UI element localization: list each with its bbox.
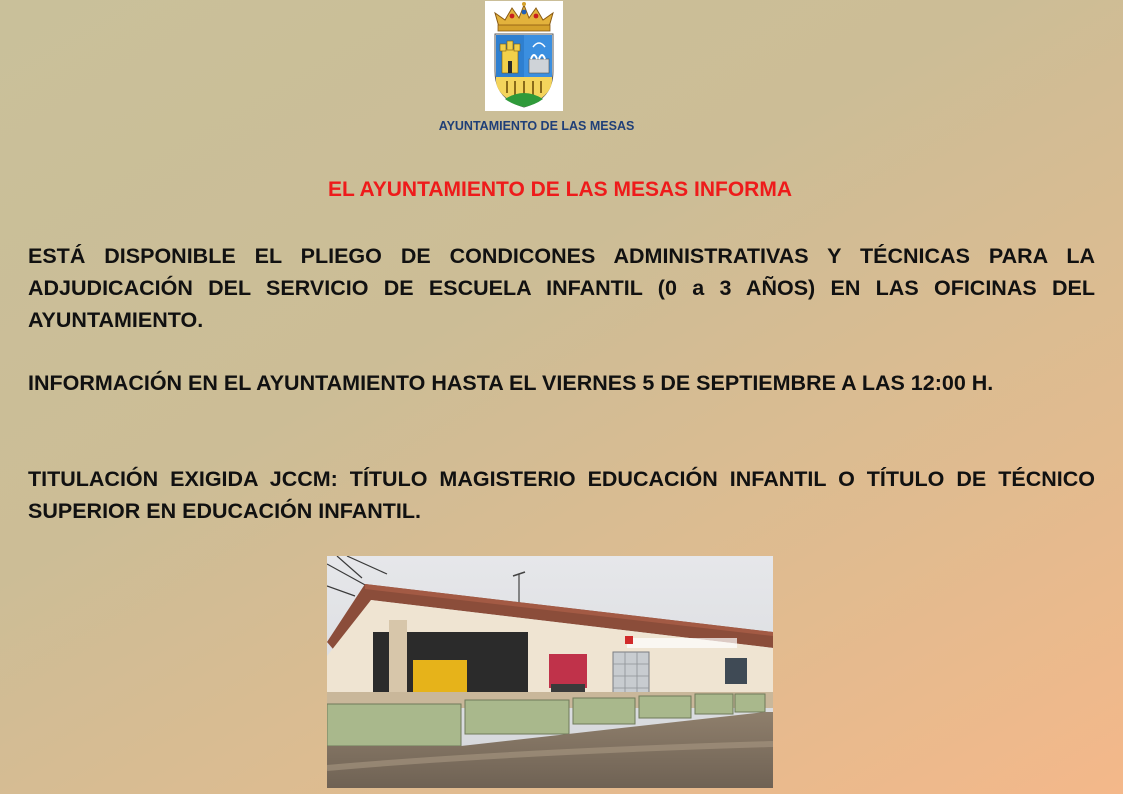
organization-name: AYUNTAMIENTO DE LAS MESAS	[438, 119, 635, 133]
notice-paragraph-availability: ESTÁ DISPONIBLE EL PLIEGO DE CONDICONES ADMINISTRATIVAS Y TÉCNICAS PARA LA ADJUDICACIÓN DEL SERVICIO DE ESCUELA INFANTIL (0 a 3 AÑOS) EN LAS OFICINAS DEL AYUNTAMIENTO.	[28, 244, 1095, 332]
municipal-logo	[485, 1, 563, 111]
notice-paragraph-deadline: INFORMACIÓN EN EL AYUNTAMIENTO HASTA EL VIERNES 5 DE SEPTIEMBRE A LAS 12:00 H.	[28, 371, 994, 395]
coat-of-arms-icon	[485, 1, 563, 111]
notice-heading: EL AYUNTAMIENTO DE LAS MESAS INFORMA	[328, 178, 792, 201]
notice-paragraph-qualification: TITULACIÓN EXIGIDA JCCM: TÍTULO MAGISTERIO EDUCACIÓN INFANTIL O TÍTULO DE TÉCNICO SUPERIOR EN EDUCACIÓN INFANTIL.	[28, 467, 1095, 523]
school-building-photo	[327, 556, 773, 788]
building-image	[327, 556, 773, 788]
